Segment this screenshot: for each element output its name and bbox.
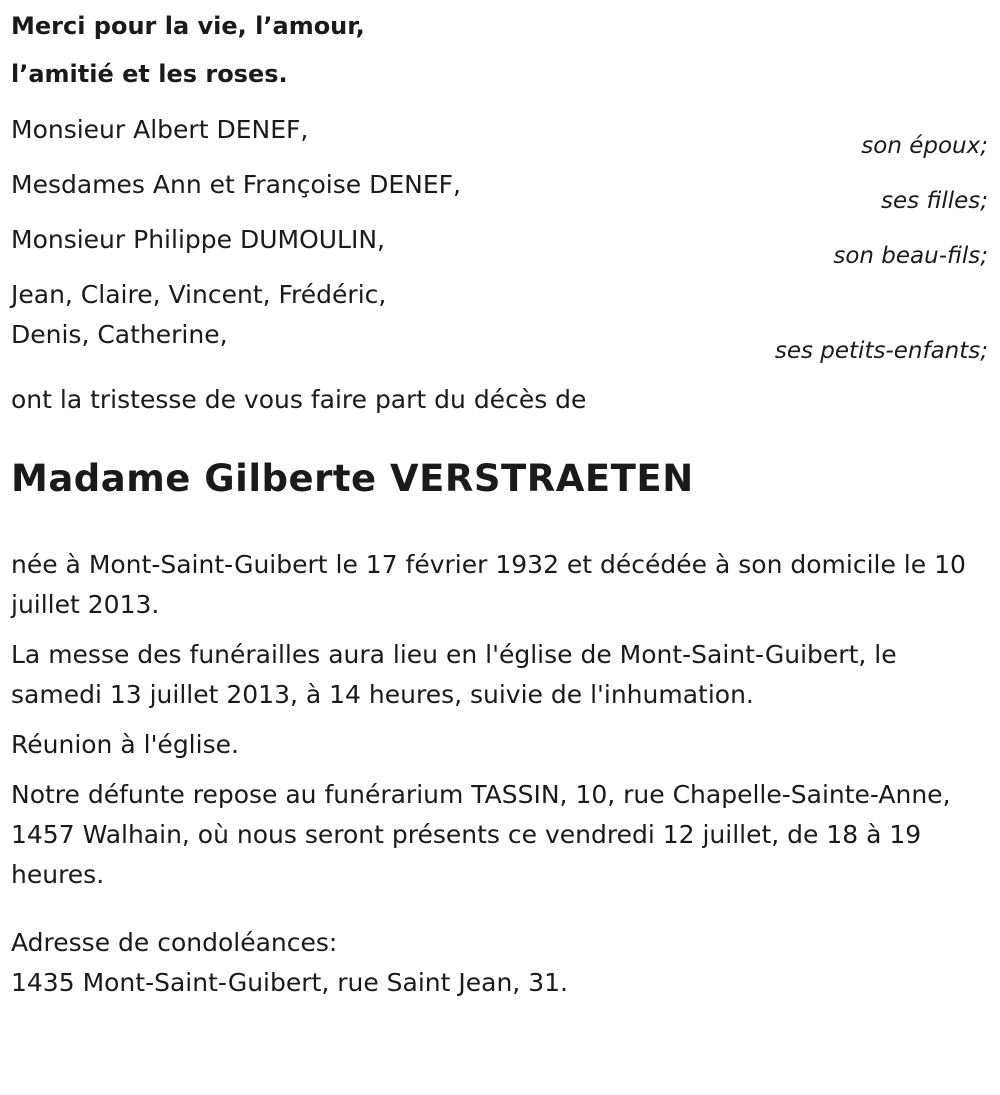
family-relation: ses petits-enfants; [774,338,988,364]
funeral-paragraph: La messe des funérailles aura lieu en l'église de Mont-Saint-Guibert, le samedi 13 juillet 2013, à 14 heures, suivie de l'inhumation. [11,640,897,709]
family-relation: ses filles; [881,188,988,214]
condolences-label: Adresse de condoléances: [11,928,338,957]
family-entry [11,110,990,159]
funerarium-paragraph: Notre défunte repose au funérarium TASSIN, 10, rue Chapelle-Sainte-Anne, 1457 Walhain, où nous seront présents ce vendredi 12 juillet, de 18 à 19 heures. [11,780,951,889]
family-entry [11,165,990,214]
family-name: Jean, Claire, Vincent, Frédéric, [11,280,387,309]
family-list [11,110,990,364]
meeting-paragraph: Réunion à l'église. [11,730,239,759]
intro-line-2: l’amitié et les roses. [11,60,288,88]
condolences-section [11,923,990,1003]
family-name: Mesdames Ann et Françoise DENEF, [11,170,461,199]
family-relation: son époux; [861,133,988,159]
family-relation: son beau-fils; [833,243,988,269]
birth-death-paragraph: née à Mont-Saint-Guibert le 17 février 1932 et décédée à son domicile le 10 juillet 2013. [11,550,966,619]
family-entry [11,220,990,269]
details-section [11,545,990,895]
deceased-name: Madame Gilberte VERSTRAETEN [11,457,694,500]
intro-quote [11,0,990,98]
condolences-address: 1435 Mont-Saint-Guibert, rue Saint Jean, 31. [11,968,568,997]
intro-line-1: Merci pour la vie, l’amour, [11,12,365,40]
family-name: Monsieur Philippe DUMOULIN, [11,225,385,254]
announcement-text: ont la tristesse de vous faire part du décès de [11,385,587,414]
family-name: Monsieur Albert DENEF, [11,115,309,144]
family-entry [11,275,990,364]
family-name: Denis, Catherine, [11,320,228,349]
